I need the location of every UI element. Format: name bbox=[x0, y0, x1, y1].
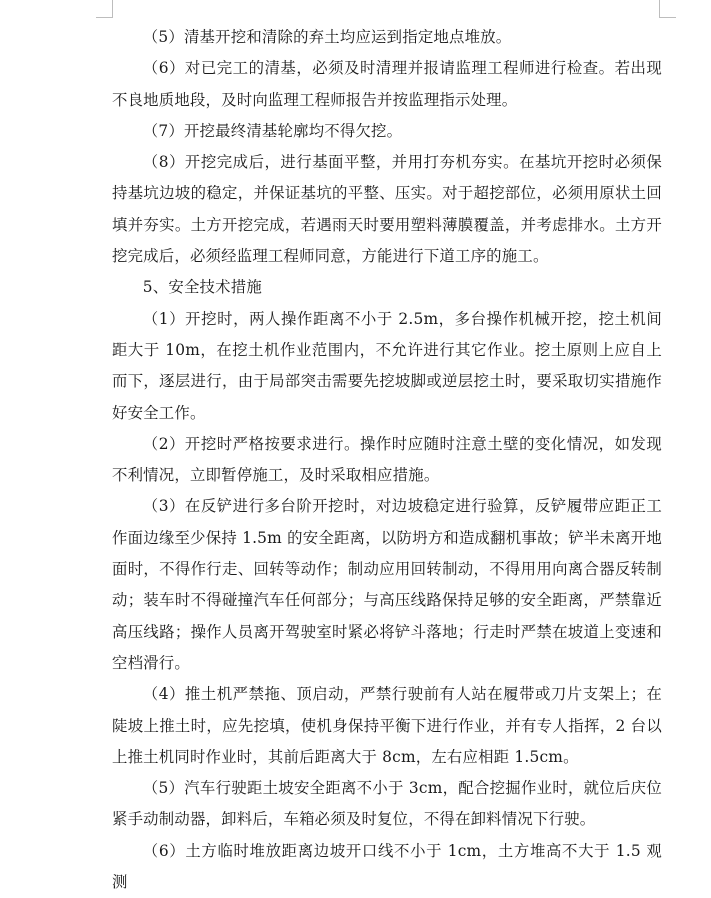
paragraph: （1）开挖时，两人操作距离不小于 2.5m，多台操作机械开挖，挖土机间距大于 10m，在挖土机作业范围内，不允许进行其它作业。挖土原则上应自上而下，逐层进行，由于局部突击需要先挖坡脚或逆层挖土时，要采取切实措施作好安全工作。 bbox=[112, 309, 662, 422]
paragraph: （5）清基开挖和清除的弃土均应运到指定地点堆放。 bbox=[142, 28, 512, 46]
paragraph: （5）汽车行驶距土坡安全距离不小于 3cm，配合挖掘作业时，就位后庆位紧手动制动器，卸料后，车箱必须及时复位，不得在卸料情况下行驶。 bbox=[112, 779, 662, 829]
paragraph: （3）在反铲进行多台阶开挖时，对边坡稳定进行验算，反铲履带应距正工作面边缘至少保持 1.5m 的安全距离，以防坍方和造成翻机事故；铲半未离开地面时，不得作行走、回转等动作；制动应用回转制动，不得用用向离合器反转制动；装车时不得碰撞汽车任何部分；与高压线路保持足够的安全距离，严禁靠近高压线路；操作人员离开驾驶室时紧必将铲斗落地；行走时严禁在坡道上变速和空档滑行。 bbox=[112, 497, 662, 672]
paragraph: （6）土方临时堆放距离边坡开口线不小于 1cm，土方堆高不大于 1.5 观测 bbox=[112, 841, 662, 892]
page-corner-mark-top-right bbox=[659, 0, 676, 18]
paragraph: （6）对已完工的清基，必须及时清理并报请监理工程师进行检查。若出现不良地质地段，及时向监理工程师报告并按监理指示处理。 bbox=[112, 59, 662, 109]
paragraph: （8）开挖完成后，进行基面平整，并用打夯机夯实。在基坑开挖时必须保持基坑边坡的稳定，并保证基坑的平整、压实。对于超挖部位，必须用原状土回填并夯实。土方开挖完成，若遇雨天时要用塑料薄膜覆盖，并考虑排水。土方开挖完成后，必须经监理工程师同意，方能进行下道工序的施工。 bbox=[112, 153, 662, 266]
document-body bbox=[112, 22, 662, 898]
paragraph: （7）开挖最终清基轮廓均不得欠挖。 bbox=[142, 121, 403, 140]
section-heading: 5、安全技术措施 bbox=[142, 278, 262, 297]
paragraph: （2）开挖时严格按要求进行。操作时应随时注意土壁的变化情况，如发现不利情况，立即暂停施工，及时采取相应措施。 bbox=[112, 434, 662, 485]
page-corner-mark-top-left bbox=[96, 0, 113, 18]
paragraph: （4）推土机严禁拖、顶启动，严禁行驶前有人站在履带或刀片支架上；在陡坡上推土时，应先挖填，使机身保持平衡下进行作业，并有专人指挥，2 台以上推土机同时作业时，其前后距离大于 8cm，左右应相距 1.5cm。 bbox=[112, 685, 662, 766]
